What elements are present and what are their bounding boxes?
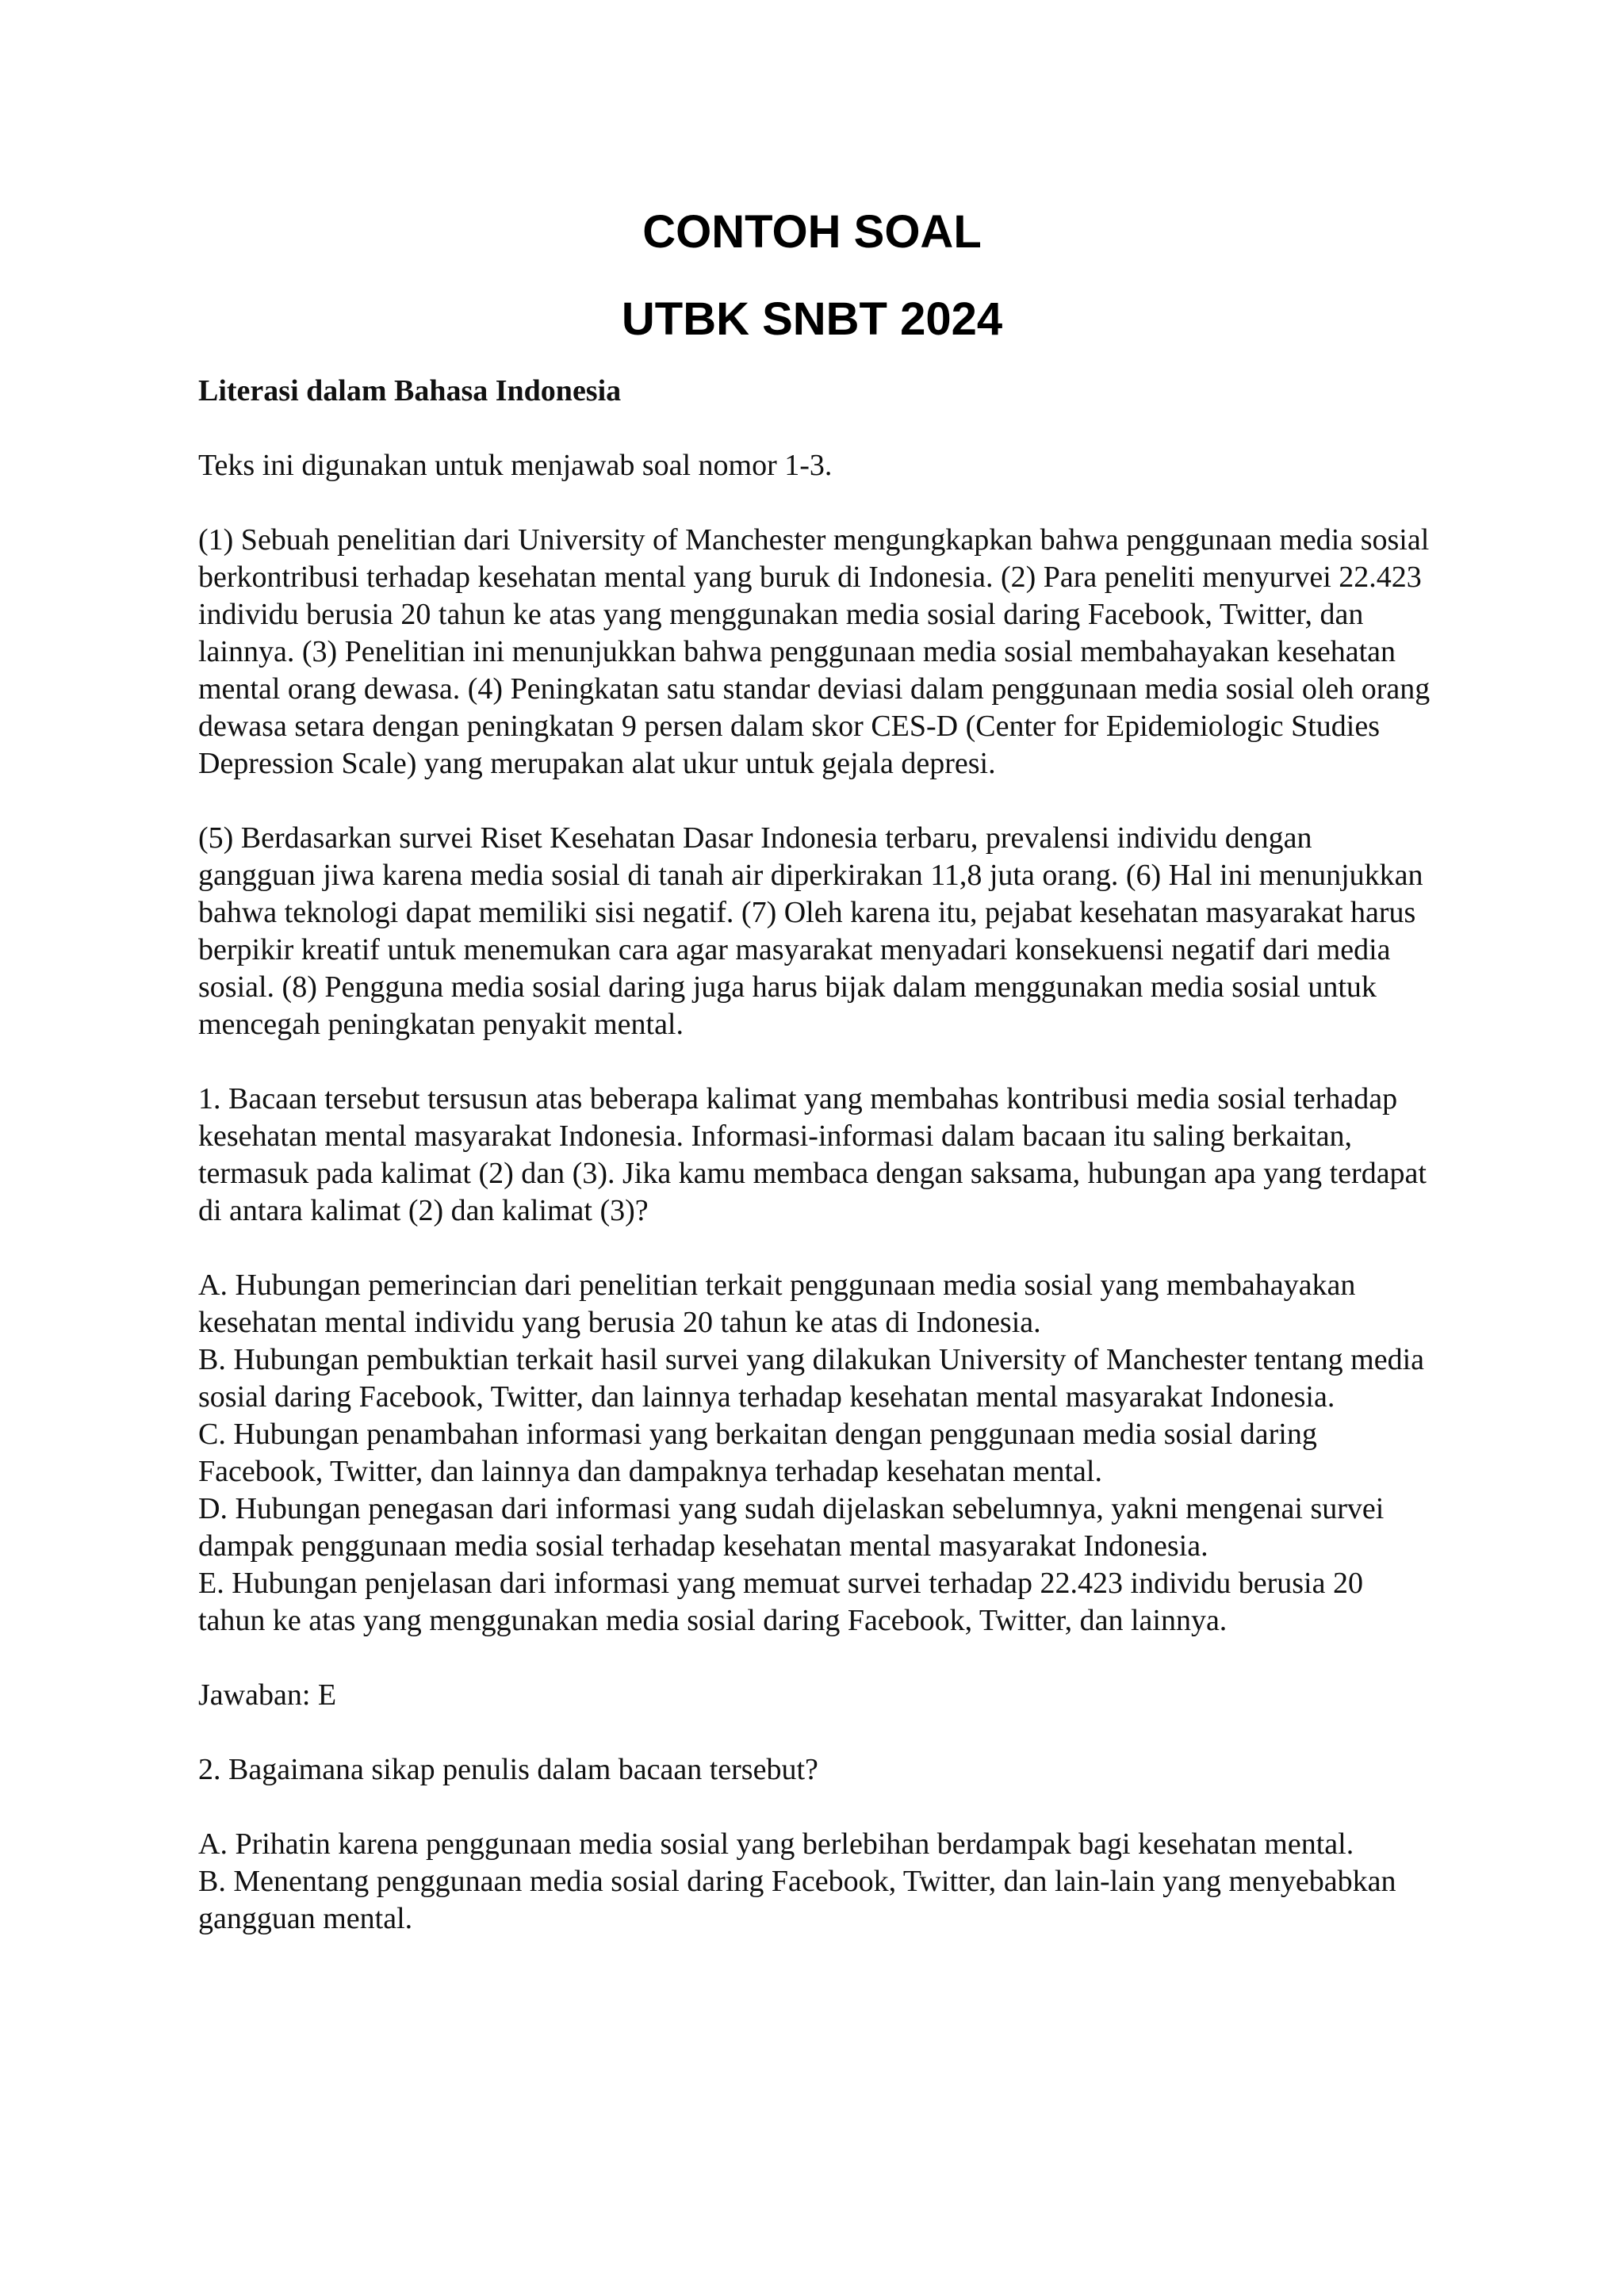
title-line-1: CONTOH SOAL (642, 206, 982, 258)
question-1-text: 1. Bacaan tersebut tersusun atas beberapa kalimat yang membahas kontribusi media sosial terhadap kesehatan mental masyarakat Indonesia. Informasi-informasi dalam bacaan itu saling berkaitan, termasuk pada kalimat (2) dan (3). Jika kamu membaca dengan saksama, hubungan apa yang terdapat di antara kalimat (2) dan kalimat (3)? (198, 1082, 1427, 1227)
intro-text: Teks ini digunakan untuk menjawab soal nomor 1-3. (198, 449, 833, 482)
question-1-option-c: C. Hubungan penambahan informasi yang berkaitan dengan penggunaan media sosial daring Facebook, Twitter, dan lainnya dan dampaknya terhadap kesehatan mental. (198, 1418, 1317, 1488)
question-1-option-e: E. Hubungan penjelasan dari informasi yang memuat survei terhadap 22.423 individu berusia 20 tahun ke atas yang menggunakan media sosial daring Facebook, Twitter, dan lainnya. (198, 1567, 1363, 1637)
question-1-options (198, 1267, 1435, 1640)
question-1-option-a: A. Hubungan pemerincian dari penelitian terkait penggunaan media sosial yang membahayakan kesehatan mental individu yang berusia 20 tahun ke atas di Indonesia. (198, 1269, 1356, 1339)
title-line-2: UTBK SNBT 2024 (621, 293, 1003, 345)
question-1-option-d: D. Hubungan penegasan dari informasi yang sudah dijelaskan sebelumnya, yakni mengenai survei dampak penggunaan media sosial terhadap kesehatan mental masyarakat Indonesia. (198, 1492, 1385, 1563)
passage-paragraph-2: (5) Berdasarkan survei Riset Kesehatan Dasar Indonesia terbaru, prevalensi individu dengan gangguan jiwa karena media sosial di tanah air diperkirakan 11,8 juta orang. (6) Hal ini menunjukkan bahwa teknologi dapat memiliki sisi negatif. (7) Oleh karena itu, pejabat kesehatan masyarakat harus berpikir kreatif untuk menemukan cara agar masyarakat menyadari konsekuensi negatif dari media sosial. (8) Pengguna media sosial daring juga harus bijak dalam menggunakan media sosial untuk mencegah peningkatan penyakit mental. (198, 821, 1423, 1041)
question-2-options (198, 1826, 1435, 1938)
question-2-text: 2. Bagaimana sikap penulis dalam bacaan tersebut? (198, 1753, 818, 1786)
question-2-option-b: B. Menentang penggunaan media sosial daring Facebook, Twitter, dan lain-lain yang menyebabkan gangguan mental. (198, 1865, 1396, 1935)
question-1-answer: Jawaban: E (198, 1678, 337, 1712)
question-2-option-a: A. Prihatin karena penggunaan media sosial yang berlebihan berdampak bagi kesehatan mental. (198, 1827, 1354, 1861)
section-heading: Literasi dalam Bahasa Indonesia (198, 374, 622, 408)
passage-paragraph-1: (1) Sebuah penelitian dari University of Manchester mengungkapkan bahwa penggunaan media sosial berkontribusi terhadap kesehatan mental yang buruk di Indonesia. (2) Para peneliti menyurvei 22.423 individu berusia 20 tahun ke atas yang menggunakan media sosial daring Facebook, Twitter, dan lainnya. (3) Penelitian ini menunjukkan bahwa penggunaan media sosial membahayakan kesehatan mental orang dewasa. (4) Peningkatan satu standar deviasi dalam penggunaan media sosial oleh orang dewasa setara dengan peningkatan 9 persen dalam skor CES-D (Center for Epidemiologic Studies Depression Scale) yang merupakan alat ukur untuk gejala depresi. (198, 523, 1431, 780)
document-title (0, 189, 1624, 363)
question-1-option-b: B. Hubungan pembuktian terkait hasil survei yang dilakukan University of Manchester tentang media sosial daring Facebook, Twitter, dan lainnya terhadap kesehatan mental masyarakat Indonesia. (198, 1343, 1424, 1414)
document-body (198, 373, 1435, 1938)
